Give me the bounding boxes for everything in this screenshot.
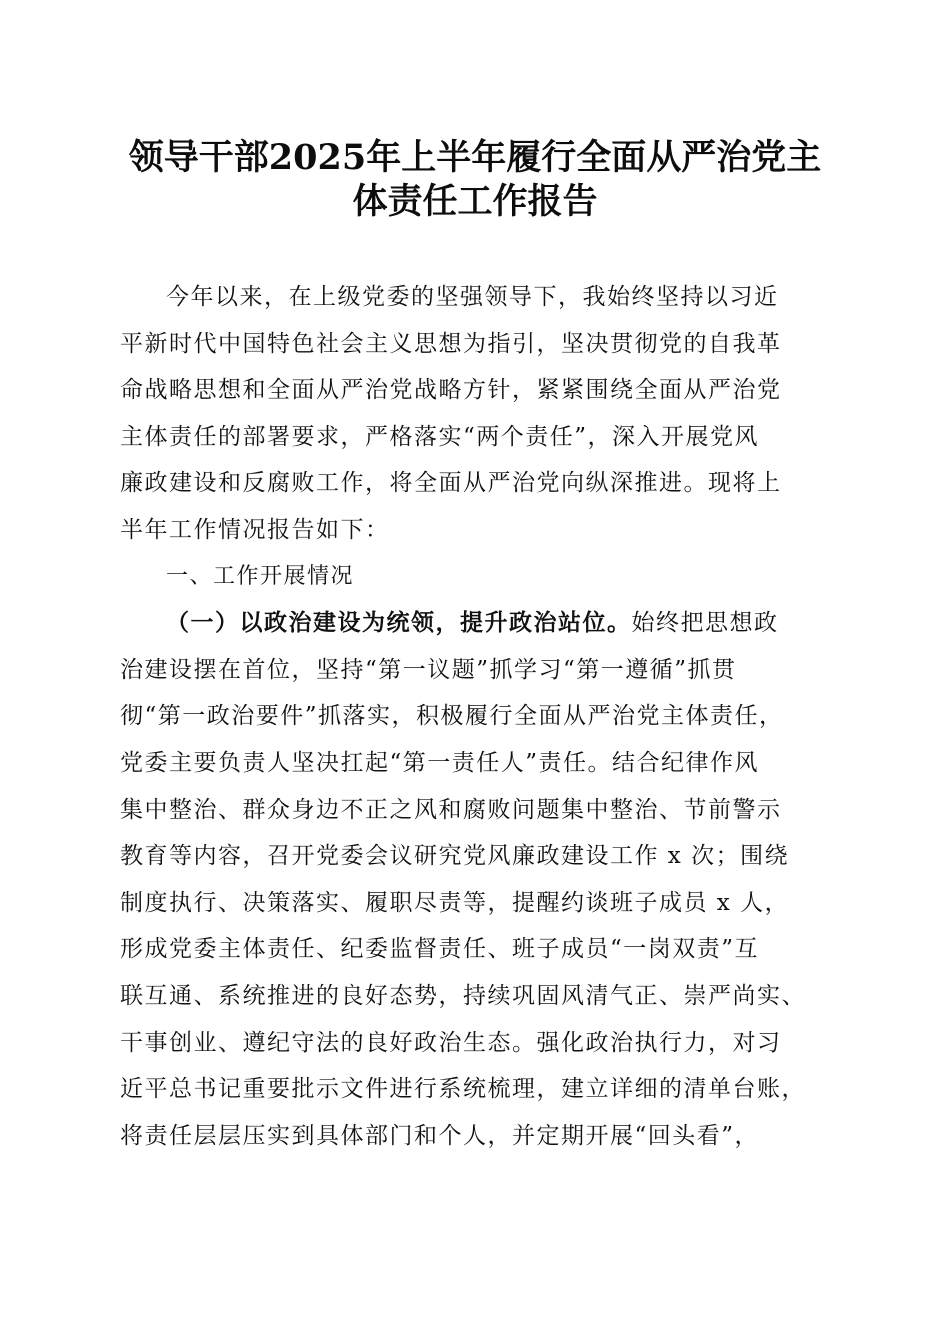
- intro-line-5: 廉政建设和反腐败工作，将全面从严治党向纵深推进。现将上: [120, 470, 782, 497]
- subsection-first-line-rest: 始终把思想政: [631, 610, 779, 637]
- subsection-line-8: 形成党委主体责任、纪委监督责任、班子成员“一岗双责”互: [120, 936, 760, 963]
- subsection-line-11: 近平总书记重要批示文件进行系统梳理，建立详细的清单台账，: [120, 1076, 806, 1103]
- subsection-line-5: 集中整治、群众身边不正之风和腐败问题集中整治、节前警示: [120, 796, 782, 823]
- subsection-line-6: 教育等内容，召开党委会议研究党风廉政建设工作 x 次；围绕: [120, 843, 790, 870]
- intro-line-1: 今年以来，在上级党委的坚强领导下，我始终坚持以习近: [166, 284, 779, 310]
- subsection-line-4: 党委主要负责人坚决扛起“第一责任人”责任。结合纪律作风: [120, 749, 760, 776]
- document-body: [120, 274, 830, 1159]
- title-line-1: 领导干部2025年上半年履行全面从严治党主: [128, 137, 822, 178]
- subsection-line-7: 制度执行、决策落实、履职尽责等，提醒约谈班子成员 x 人，: [120, 889, 790, 916]
- intro-line-2: 平新时代中国特色社会主义思想为指引，坚决贯彻党的自我革: [120, 330, 782, 357]
- subsection-lead: （一）以政治建设为统领，提升政治站位。: [166, 609, 632, 637]
- intro-line-6: 半年工作情况报告如下：: [120, 516, 390, 543]
- subsection-first-line: [120, 600, 830, 647]
- intro-line-3: 命战略思想和全面从严治党战略方针，紧紧围绕全面从严治党: [120, 377, 782, 404]
- subsection-line-9: 联互通、系统推进的良好态势，持续巩固风清气正、崇严尚实、: [120, 982, 806, 1009]
- section-heading: 一、工作开展情况: [166, 563, 355, 589]
- document-title: [100, 136, 850, 224]
- intro-line-4: 主体责任的部署要求，严格落实“两个责任”，深入开展党风: [120, 423, 760, 450]
- subsection-line-2: 治建设摆在首位，坚持“第一议题”抓学习“第一遵循”抓贯: [120, 656, 737, 683]
- subsection-line-3: 彻“第一政治要件”抓落实，积极履行全面从严治党主体责任，: [120, 703, 784, 730]
- subsection-line-10: 干事创业、遵纪守法的良好政治生态。强化政治执行力，对习: [120, 1029, 782, 1056]
- subsection-line-12: 将责任层层压实到具体部门和个人，并定期开展“回头看”，: [120, 1122, 760, 1149]
- title-line-2: 体责任工作报告: [352, 181, 598, 222]
